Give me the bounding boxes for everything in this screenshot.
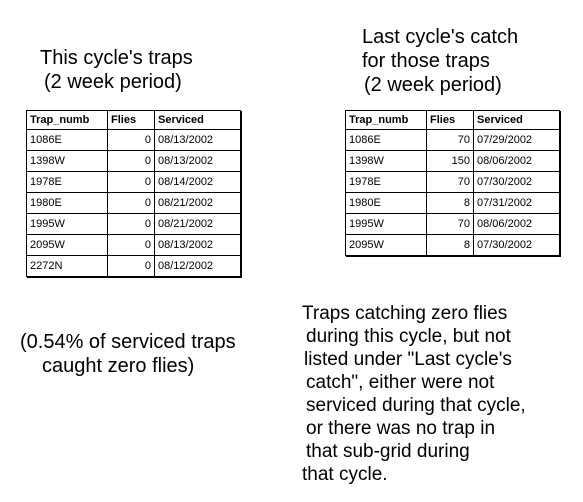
trap-number-cell: 1086E <box>346 130 427 151</box>
last-cycle-table-body <box>346 130 560 256</box>
serviced-date-cell: 07/31/2002 <box>474 193 560 214</box>
trap-number-cell: 1980E <box>27 193 108 214</box>
flies-cell: 0 <box>108 130 155 151</box>
column-header-flies: Flies <box>108 111 155 130</box>
flies-cell: 70 <box>427 172 474 193</box>
serviced-date-cell: 08/06/2002 <box>474 214 560 235</box>
last-cycle-title-line: (2 week period) <box>364 74 502 96</box>
flies-cell: 0 <box>108 256 155 277</box>
serviced-date-cell: 07/29/2002 <box>474 130 560 151</box>
trap-number-cell: 1086E <box>27 130 108 151</box>
flies-cell: 8 <box>427 193 474 214</box>
this-cycle-table <box>26 110 241 277</box>
table-row <box>346 193 560 214</box>
explanation-line: catch", either were not <box>306 372 495 393</box>
flies-cell: 0 <box>108 214 155 235</box>
trap-number-cell: 2095W <box>346 235 427 256</box>
explanation-line: serviced during that cycle, <box>306 395 526 416</box>
table-row <box>27 235 241 256</box>
serviced-date-cell: 07/30/2002 <box>474 172 560 193</box>
column-header-serviced: Serviced <box>474 111 560 130</box>
trap-number-cell: 1995W <box>27 214 108 235</box>
flies-cell: 0 <box>108 235 155 256</box>
flies-cell: 8 <box>427 235 474 256</box>
percent-note-line: (0.54% of serviced traps <box>20 331 236 353</box>
serviced-date-cell: 08/12/2002 <box>155 256 241 277</box>
flies-cell: 150 <box>427 151 474 172</box>
table-row <box>346 235 560 256</box>
column-header-flies: Flies <box>427 111 474 130</box>
zero-flies-percent-note <box>20 330 236 378</box>
table-row <box>346 151 560 172</box>
flies-cell: 70 <box>427 130 474 151</box>
table-row <box>27 130 241 151</box>
table-row <box>27 256 241 277</box>
trap-number-cell: 2272N <box>27 256 108 277</box>
trap-number-cell: 1398W <box>27 151 108 172</box>
serviced-date-cell: 08/13/2002 <box>155 235 241 256</box>
last-cycle-title-line: for those traps <box>362 50 490 72</box>
flies-cell: 0 <box>108 151 155 172</box>
flies-cell: 0 <box>108 193 155 214</box>
last-cycle-table <box>345 110 560 256</box>
trap-number-cell: 1398W <box>346 151 427 172</box>
table-header-row <box>346 111 560 130</box>
table-row <box>346 130 560 151</box>
this-cycle-title-line: This cycle's traps <box>40 47 193 69</box>
table-row <box>27 214 241 235</box>
trap-number-cell: 1995W <box>346 214 427 235</box>
flies-cell: 0 <box>108 172 155 193</box>
serviced-date-cell: 08/13/2002 <box>155 130 241 151</box>
table-row <box>27 151 241 172</box>
explanation-line: listed under "Last cycle's <box>304 349 512 370</box>
trap-number-cell: 1978E <box>27 172 108 193</box>
explanation-note <box>302 302 526 486</box>
percent-note-line: caught zero flies) <box>42 355 195 377</box>
last-cycle-title-line: Last cycle's catch <box>362 26 519 48</box>
explanation-line: during this cycle, but not <box>306 326 511 347</box>
this-cycle-table-body <box>27 130 241 277</box>
serviced-date-cell: 08/14/2002 <box>155 172 241 193</box>
this-cycle-title <box>40 46 193 94</box>
explanation-line: that sub-grid during <box>306 441 470 462</box>
column-header-trap-number: Trap_numb <box>27 111 108 130</box>
trap-number-cell: 2095W <box>27 235 108 256</box>
explanation-line: that cycle. <box>302 464 388 485</box>
table-row <box>346 172 560 193</box>
serviced-date-cell: 08/21/2002 <box>155 214 241 235</box>
table-row <box>27 193 241 214</box>
table-header-row <box>27 111 241 130</box>
explanation-line: or there was no trap in <box>306 418 496 439</box>
column-header-trap-number: Trap_numb <box>346 111 427 130</box>
serviced-date-cell: 08/06/2002 <box>474 151 560 172</box>
table-row <box>27 172 241 193</box>
explanation-line: Traps catching zero flies <box>302 303 508 324</box>
table-row <box>346 214 560 235</box>
column-header-serviced: Serviced <box>155 111 241 130</box>
flies-cell: 70 <box>427 214 474 235</box>
serviced-date-cell: 08/13/2002 <box>155 151 241 172</box>
this-cycle-title-line: (2 week period) <box>44 71 182 93</box>
trap-number-cell: 1980E <box>346 193 427 214</box>
serviced-date-cell: 08/21/2002 <box>155 193 241 214</box>
serviced-date-cell: 07/30/2002 <box>474 235 560 256</box>
trap-number-cell: 1978E <box>346 172 427 193</box>
last-cycle-title <box>362 25 518 97</box>
